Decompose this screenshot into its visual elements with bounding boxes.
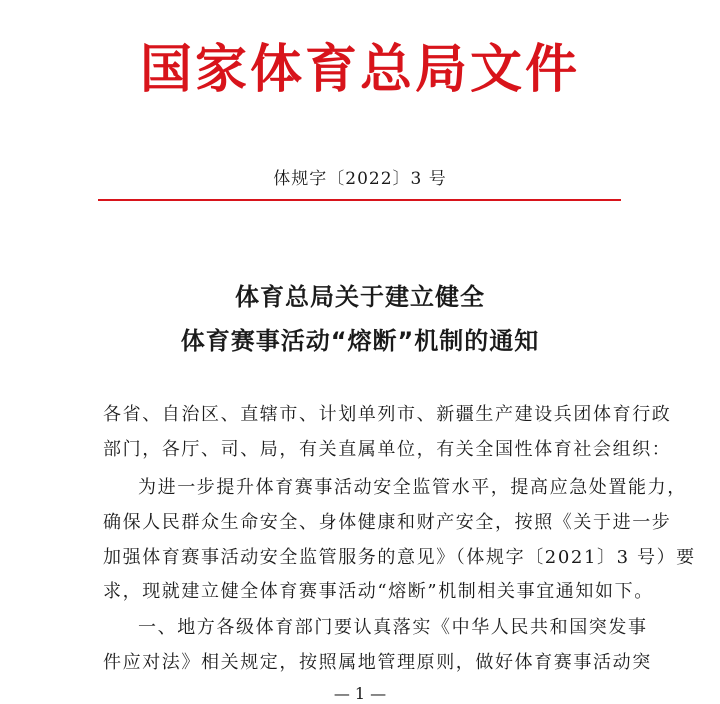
page-number: — 1 —: [333, 684, 387, 703]
body-text-line: 件应对法》相关规定，按照属地管理原则，做好体育赛事活动突: [103, 652, 652, 673]
red-divider-line: [98, 199, 621, 201]
issuer-masthead: 国家体育总局文件: [139, 40, 580, 100]
document-number: 体规字〔2022〕3 号: [273, 169, 447, 189]
document-title-line-2: 体育赛事活动“熔断”机制的通知: [180, 327, 540, 355]
body-text-line: 各省、自治区、直辖市、计划单列市、新疆生产建设兵团体育行政: [103, 404, 672, 425]
body-text-line: 加强体育赛事活动安全监管服务的意见》（体规字〔2021〕3 号）要: [103, 547, 696, 568]
body-text-line: 确保人民群众生命安全、身体健康和财产安全，按照《关于进一步: [103, 512, 672, 533]
body-paragraph-start: 为进一步提升体育赛事活动安全监管水平，提高应急处置能力，: [138, 477, 687, 498]
body-text-line: 部门，各厅、司、局，有关直属单位，有关全国性体育社会组织：: [103, 439, 672, 460]
document-title-line-1: 体育总局关于建立健全: [235, 283, 485, 311]
body-text-line: 求，现就建立健全体育赛事活动“熔断”机制相关事宜通知如下。: [103, 581, 654, 602]
body-paragraph-start: 一、地方各级体育部门要认真落实《中华人民共和国突发事: [138, 617, 648, 638]
